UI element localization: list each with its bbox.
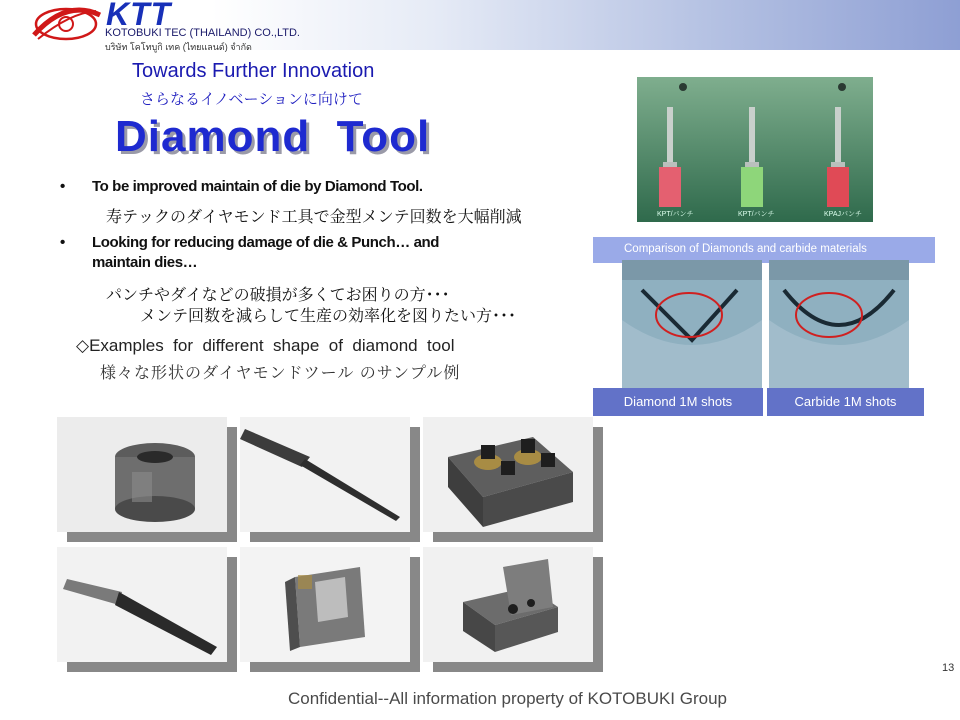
diamond-tools-photo bbox=[637, 77, 873, 222]
page-title: Diamond Tool bbox=[115, 112, 431, 161]
bullet-2-jp-line2: メンテ回数を減らして生産の効率化を図りたい方･･･ bbox=[140, 308, 517, 325]
brand-logo-text: KTT bbox=[106, 0, 172, 32]
carbide-caption: Carbide 1M shots bbox=[767, 388, 924, 416]
bullet-marker: • bbox=[60, 234, 65, 251]
examples-heading-jp: 様々な形状のダイヤモンドツール のサンプル例 bbox=[100, 365, 461, 382]
bullet-1-jp: 寿テックのダイヤモンド工具で金型メンテ回数を大幅削減 bbox=[106, 209, 522, 226]
comparison-title: Comparison of Diamonds and carbide materials bbox=[624, 243, 867, 255]
bullet-2-text-line2: maintain dies… bbox=[92, 254, 198, 271]
sample-photo-u-block bbox=[240, 547, 410, 662]
diamond-caption: Diamond 1M shots bbox=[593, 388, 763, 416]
bullet-2-jp-line1: パンチやダイなどの破損が多くてお困りの方･･･ bbox=[106, 287, 450, 304]
examples-heading: ◇Examples for different shape of diamond tool bbox=[76, 336, 455, 355]
sample-photo-long-punch bbox=[240, 417, 410, 532]
bullet-1 bbox=[60, 177, 423, 197]
company-name-thai: บริษัท โคโทบูกิ เทค (ไทยแลนด์) จำกัด bbox=[105, 42, 252, 52]
header-band bbox=[0, 0, 960, 50]
sample-photo-block-inserts bbox=[423, 417, 593, 532]
bullet-2 bbox=[60, 233, 440, 273]
kotobuki-logo bbox=[30, 5, 102, 43]
company-name: KOTOBUKI TEC (THAILAND) CO.,LTD. bbox=[105, 27, 300, 39]
sample-photo-ring-die bbox=[57, 417, 227, 532]
diamond-micrograph bbox=[622, 260, 762, 390]
bullet-1-text: To be improved maintain of die by Diamond Tool. bbox=[92, 178, 423, 195]
tool-label-1: KPT/パンチ bbox=[657, 211, 694, 218]
bullet-2-text-line1: Looking for reducing damage of die & Punch… and bbox=[92, 234, 440, 251]
tool-label-3: KPAJパンチ bbox=[824, 211, 862, 218]
tagline-en: Towards Further Innovation bbox=[132, 60, 375, 82]
tagline-jp: さらなるイノベーションに向けて bbox=[140, 91, 363, 108]
page-number: 13 bbox=[942, 662, 955, 674]
sample-photo-flat-punch bbox=[57, 547, 227, 662]
tool-label-2: KPT/パンチ bbox=[738, 211, 775, 218]
carbide-micrograph bbox=[769, 260, 909, 390]
sample-photo-l-block bbox=[423, 547, 593, 662]
bullet-marker: • bbox=[60, 178, 65, 195]
confidential-footer: Confidential--All information property of KOTOBUKI Group bbox=[287, 689, 728, 708]
